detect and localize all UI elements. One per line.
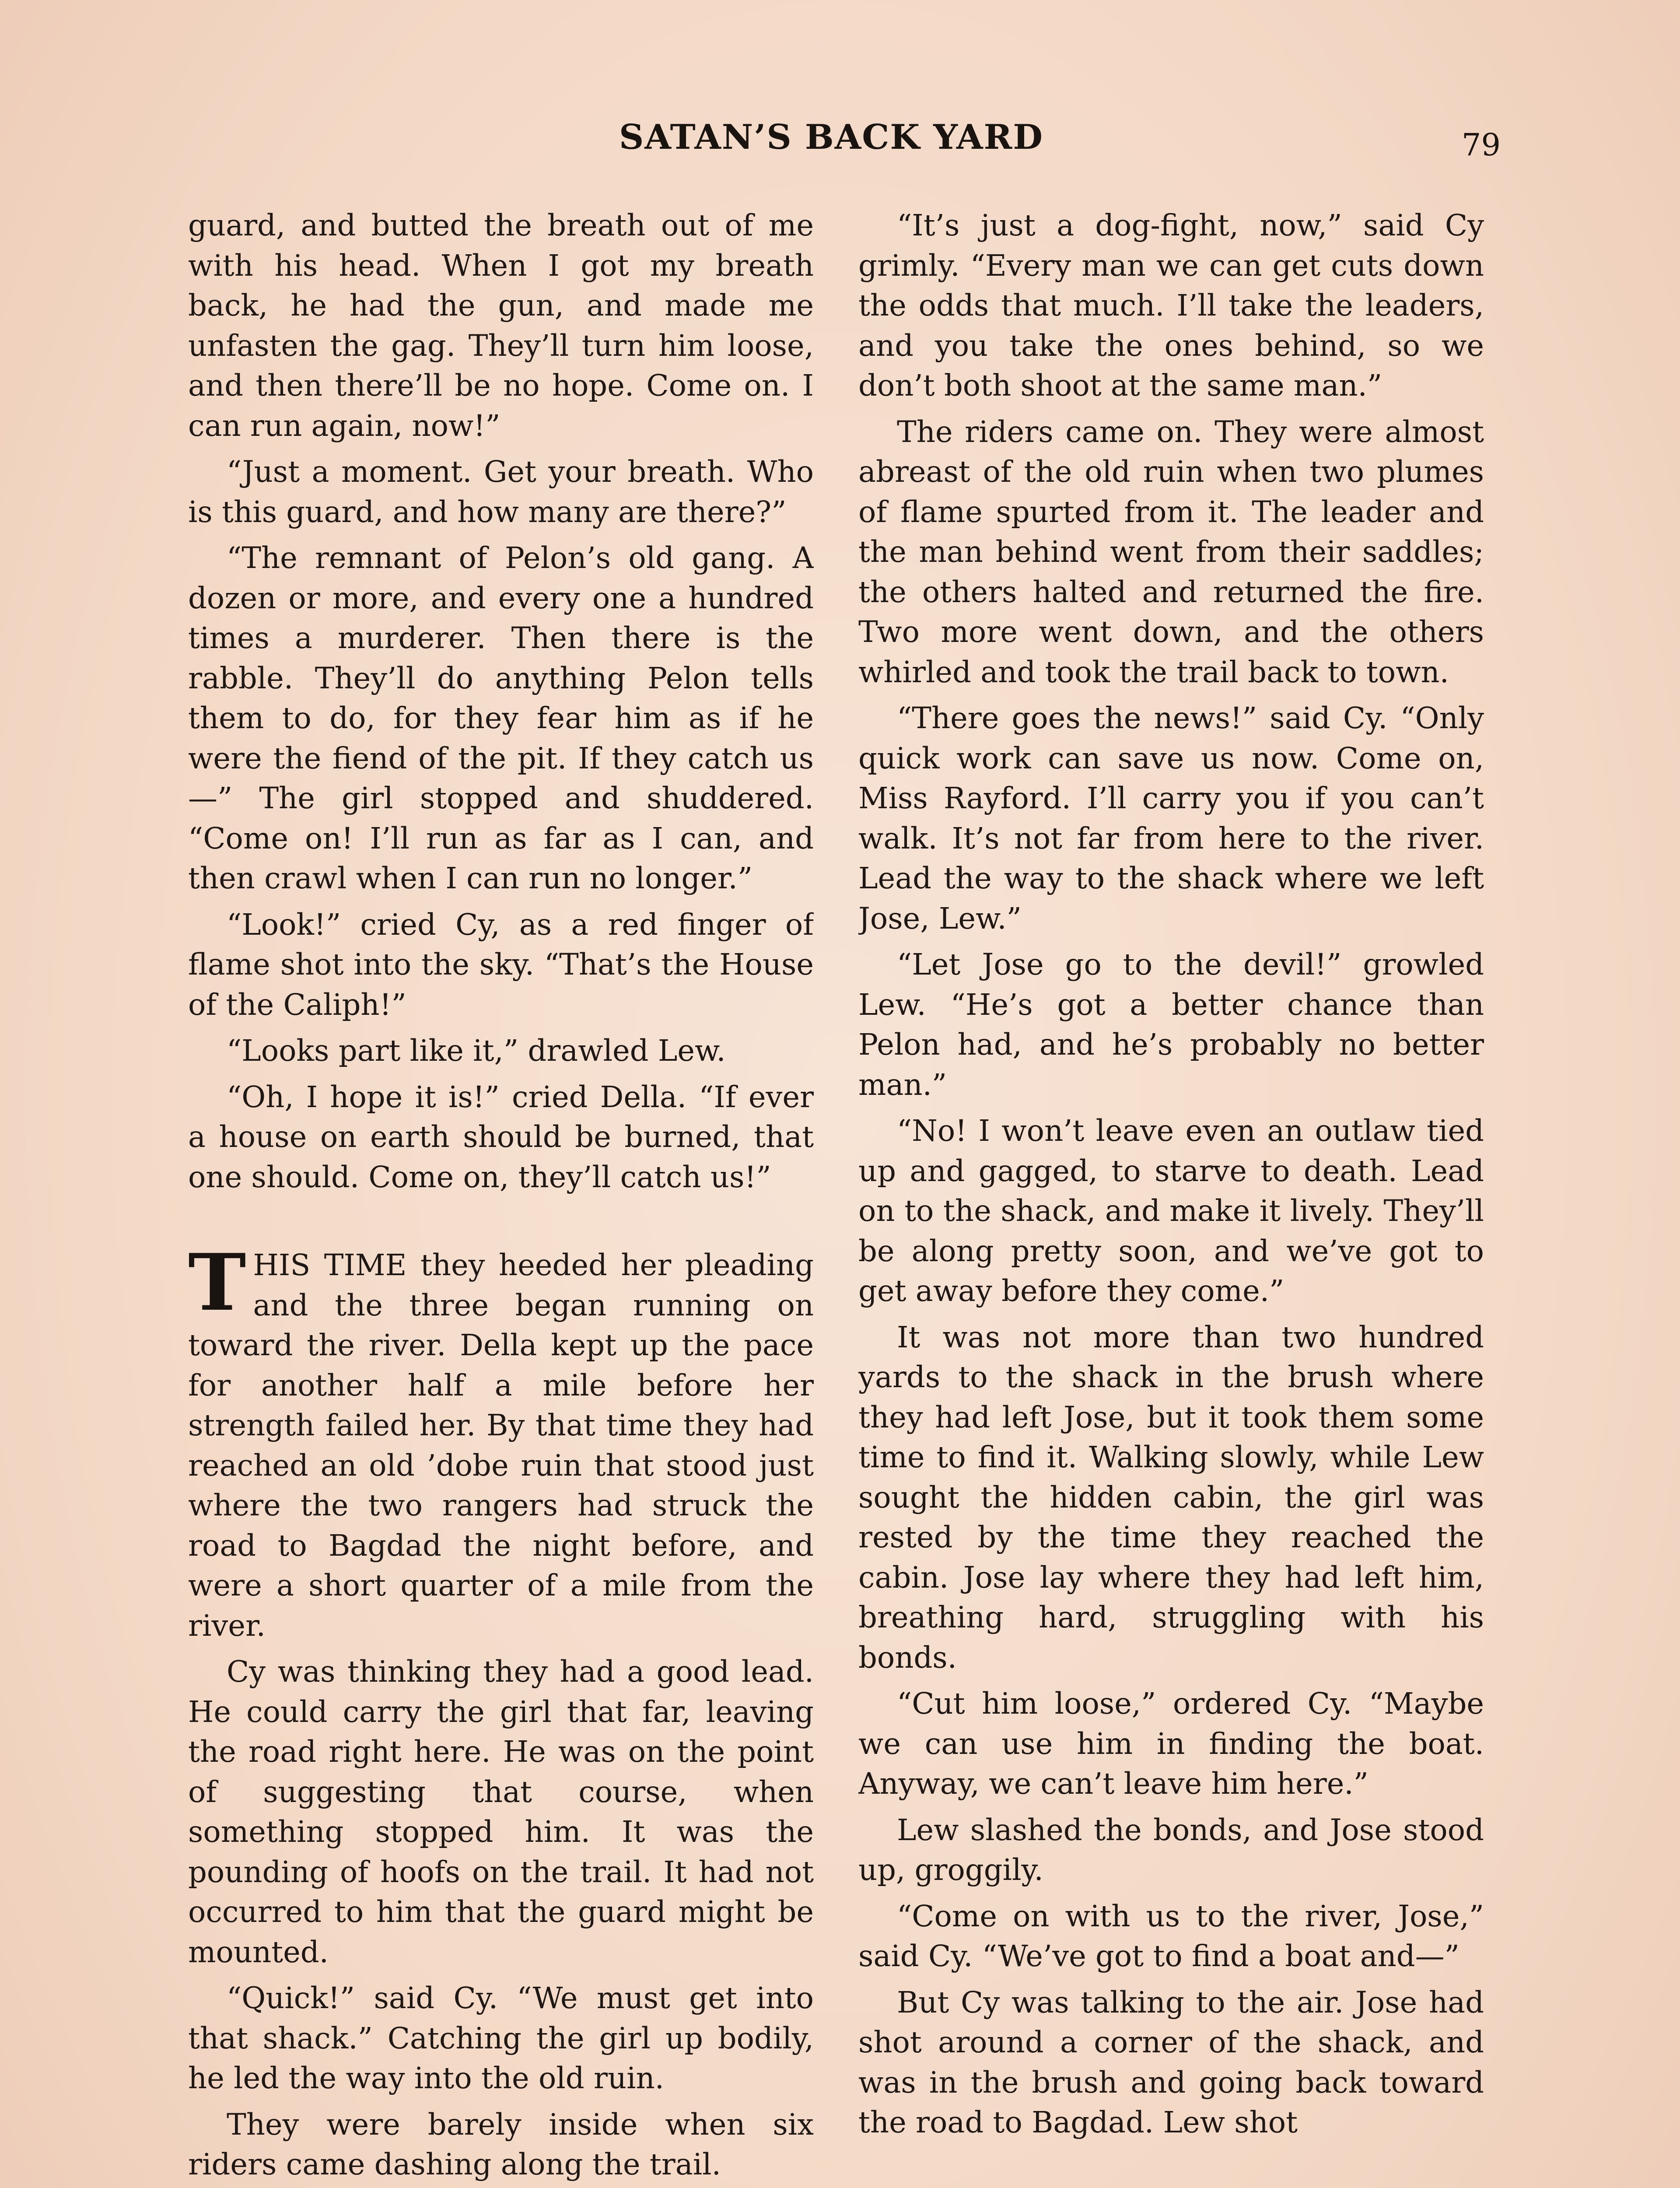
section-first-paragraph-text: they heeded her pleading and the three began running on toward the river. Della kept up the pace for another half a mile before her strength failed her. By that time they had reached an old ’dobe ruin that stood just where the two rangers had struck the road to Bagdad the night before, and were a short quarter of a mile from the river. xyxy=(188,1248,814,1643)
section-lead-in: HIS TIME xyxy=(253,1248,407,1282)
paragraph: guard, and butted the breath out of me with his head. When I got my breath back, he had the gun, and made me unfasten the gag. They’ll turn him loose, and then there’ll be no hope. Come on. I can run again, now!” xyxy=(188,208,814,443)
paragraph: “Cut him loose,” ordered Cy. “Maybe we can use him in finding the boat. Anyway, we can’t leave him here.” xyxy=(858,1687,1484,1801)
paragraph: “Let Jose go to the devil!” growled Lew. “He’s got a better chance than Pelon had, and he’s probably no better man.” xyxy=(858,947,1484,1102)
paragraph: “No! I won’t leave even an outlaw tied up and gagged, to starve to death. Lead on to the shack, and make it lively. They’ll be along pretty soon, and we’ve got to get away before they come.” xyxy=(858,1114,1484,1308)
paragraph: “It’s just a dog-fight, now,” said Cy grimly. “Every man we can get cuts down the odds that much. I’ll take the leaders, and you take the ones behind, so we don’t both shoot at the same man.” xyxy=(858,208,1484,403)
paragraph: It was not more than two hundred yards to the shack in the brush where they had left Jose, but it took them some time to find it. Walking slowly, while Lew sought the hidden cabin, the girl was rested by the time they reached the cabin. Jose lay where they had left him, breathing hard, struggling with his bonds. xyxy=(858,1320,1484,1675)
drop-cap: T xyxy=(188,1237,246,1328)
paragraph: “Just a moment. Get your breath. Who is this guard, and how many are there?” xyxy=(188,455,814,529)
paragraph: They were barely inside when six riders came dashing along the trail. xyxy=(188,2107,814,2181)
paragraph: “Oh, I hope it is!” cried Della. “If ever a house on earth should be burned, that one should. Come on, they’ll catch us!” xyxy=(188,1080,814,1194)
running-head: SATAN’S BACK YARD xyxy=(619,117,1043,157)
right-column xyxy=(858,206,1484,2188)
paragraph: The riders came on. They were almost abreast of the old ruin when two plumes of flame spurted from it. The leader and the man behind went from their saddles; the others halted and returned the fire. Two more went down, and the others whirled and took the trail back to town. xyxy=(858,414,1484,689)
paragraph: “Look!” cried Cy, as a red finger of flame shot into the sky. “That’s the House of the Caliph!” xyxy=(188,907,814,1022)
paragraph: But Cy was talking to the air. Jose had shot around a corner of the shack, and was in the brush and going back toward the road to Bagdad. Lew shot xyxy=(858,1985,1484,2139)
section-opening-paragraph xyxy=(188,1237,814,1646)
paragraph: “Come on with us to the river, Jose,” said Cy. “We’ve got to find a boat and—” xyxy=(858,1899,1484,1973)
left-column xyxy=(188,206,814,2188)
paragraph: “The remnant of Pelon’s old gang. A dozen or more, and every one a hundred times a murderer. Then there is the rabble. They’ll do anything Pelon tells them to do, for they fear him as if he were the fiend of the pit. If they catch us—” The girl stopped and shuddered. “Come on! I’ll run as far as I can, and then crawl when I can run no longer.” xyxy=(188,541,814,895)
paragraph: “Quick!” said Cy. “We must get into that shack.” Catching the girl up bodily, he led the way into the old ruin. xyxy=(188,1981,814,2095)
paragraph: Cy was thinking they had a good lead. He could carry the girl that far, leaving the road right here. He was on the point of suggesting that course, when something stopped him. It was the pounding of hoofs on the trail. It had not occurred to him that the guard might be mounted. xyxy=(188,1655,814,1969)
paragraph: Lew slashed the bonds, and Jose stood up, groggily. xyxy=(858,1813,1484,1887)
paragraph: “Looks part like it,” drawled Lew. xyxy=(227,1034,726,1068)
paragraph: “There goes the news!” said Cy. “Only quick work can save us now. Come on, Miss Rayford. I’ll carry you if you can’t walk. It’s not far from here to the river. Lead the way to the shack where we left Jose, Lew.” xyxy=(858,701,1484,936)
page-number: 79 xyxy=(1461,127,1501,163)
